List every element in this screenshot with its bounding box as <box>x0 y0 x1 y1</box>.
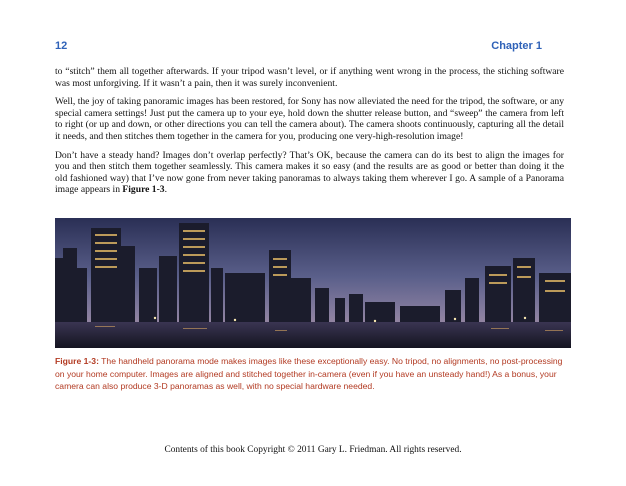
figure-label: Figure 1-3: <box>55 356 99 366</box>
paragraph-2: Well, the joy of taking panoramic images has been restored, for Sony has now alleviated the need for the tripod, the software, or any special camera settings! Just put the camera up to your eye, hold down the shutter release button, and “sweep” the camera from left to right (or up and down, or other directions you can tell the camera about). The camera shoots continuously, capturing all the detail it needs, and then stitches them together in the camera for you, producing one very-high-resolution image! <box>55 96 564 142</box>
figure-caption <box>55 355 570 393</box>
figure-caption-text: The handheld panorama mode makes images like these exceptionally easy. No tripod, no alignments, no post-processing on your home computer. Images are aligned and stitched together in-camera (even if you have an unsteady hand!) As a bonus, your camera can also produce 3-D panoramas as well, with no special hardware needed. <box>55 356 563 392</box>
page-number: 12 <box>55 40 68 52</box>
panorama-illustration <box>55 218 571 348</box>
panorama-photo <box>55 218 571 348</box>
body-text <box>55 66 564 203</box>
figure-reference: Figure 1-3 <box>122 184 165 196</box>
paragraph-3 <box>55 150 564 196</box>
copyright-footer: Contents of this book Copyright © 2011 Gary L. Friedman. All rights reserved. <box>164 445 462 455</box>
paragraph-3-text: Don’t have a steady hand? Images don’t overlap perfectly? That’s OK, because the camera can do its best to align the images for you and then stitch them together seamlessly. This camera makes it so easy (and the results are as good or better than doing it the old fashioned way) that I’ve now gone from never taking panoramas to always taking them wherever I go. A sample of a Panorama image appears in <box>55 149 564 196</box>
paragraph-3-end: . <box>164 184 168 196</box>
chapter-title: Chapter 1 <box>491 40 542 52</box>
paragraph-1: to “stitch” them all together afterwards. If your tripod wasn’t level, or if anything went wrong in the process, the stiching software was most unforgiving. If it wasn’t a pain, then it was surely inconvenient. <box>55 66 564 89</box>
